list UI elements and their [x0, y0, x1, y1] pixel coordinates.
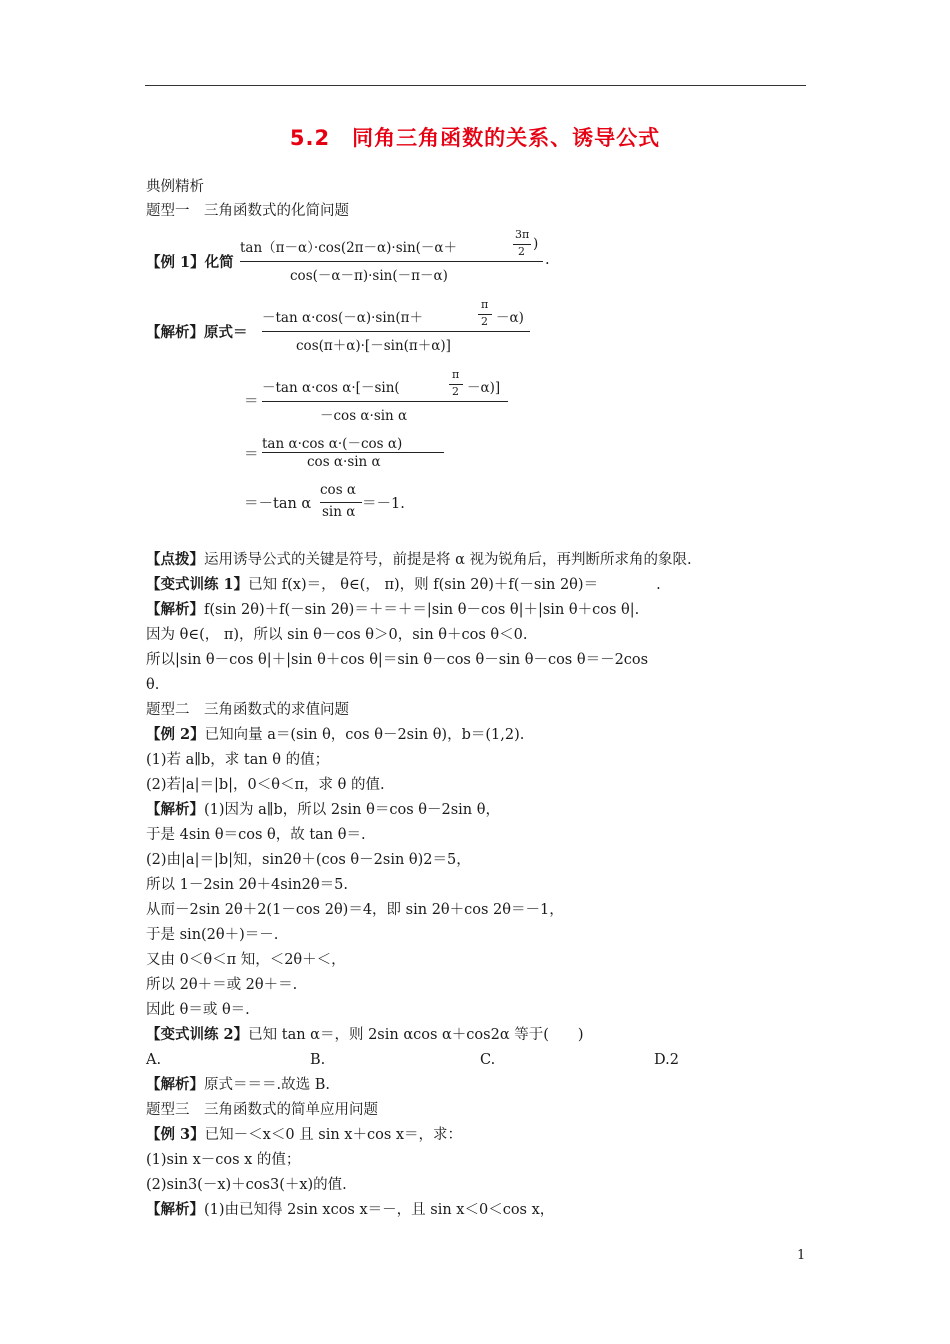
example-1-numerator: tan（π－α）·cos(2π－α)·sin(－α＋: [240, 240, 458, 256]
example-1-label: 【例 1】化简: [146, 254, 234, 271]
text-line: θ.: [146, 677, 160, 693]
solution-1-step-1: －tan α·cos(－α)·sin(π＋ π 2 －α) cos(π＋α)·[－sin(π＋α)]: [262, 298, 532, 358]
equals-sign: ＝: [244, 394, 259, 410]
text-line: 因此 θ＝或 θ＝.: [146, 1002, 250, 1018]
example-3: 【例 3】已知－＜x＜0 且 sin x＋cos x＝，求：: [146, 1126, 463, 1143]
topic-heading-3: 题型三 三角函数式的简单应用问题: [146, 1102, 378, 1118]
text-line: 于是 sin(2θ＋)＝－.: [146, 927, 279, 943]
example-2-solution: 【解析】(1)因为 a∥b，所以 2sin θ＝cos θ－2sin θ，: [146, 801, 500, 818]
three-pi: 3π: [515, 228, 530, 241]
example-3-solution: 【解析】(1)由已知得 2sin xcos x＝－，且 sin x＜0＜cos x，: [146, 1201, 555, 1218]
variant-1: 【变式训练 1】已知 f(x)＝， θ∈(， π)，则 f(sin 2θ)＋f(－sin 2θ)＝ .: [146, 576, 661, 593]
equals-sign: ＝: [244, 447, 259, 463]
text-line: (2)若|a|＝|b|，0＜θ＜π，求 θ 的值.: [146, 777, 385, 793]
option-a: A.: [146, 1052, 162, 1068]
two: 2: [518, 245, 525, 258]
topic-heading-1: 题型一 三角函数式的化简问题: [146, 203, 349, 219]
text-line: 于是 4sin θ＝cos θ，故 tan θ＝.: [146, 827, 366, 843]
example-1-denominator: cos(－α－π)·sin(－π－α): [290, 268, 448, 284]
page-number: 1: [797, 1248, 806, 1263]
tip-line: 【点拨】运用诱导公式的关键是符号，前提是将 α 视为锐角后，再判断所求角的象限.: [146, 551, 692, 568]
text-line: 因为 θ∈(， π)，所以 sin θ－cos θ＞0，sin θ＋cos θ＜0.: [146, 627, 528, 643]
text-line: (1)若 a∥b，求 tan θ 的值；: [146, 752, 330, 768]
example-2: 【例 2】已知向量 a＝(sin θ，cos θ－2sin θ)，b＝(1,2).: [146, 726, 525, 743]
option-b: B.: [310, 1052, 326, 1068]
solution-1-label: 【解析】原式＝: [146, 324, 248, 341]
variant-2: 【变式训练 2】已知 tan α＝，则 2sin αcos α＋cos2α 等于( ): [146, 1026, 584, 1043]
text-line: 从而－2sin 2θ＋2(1－cos 2θ)＝4，即 sin 2θ＋cos 2θ＝－1，: [146, 902, 564, 918]
solution-1-step-4-pre: ＝－tan α: [244, 496, 312, 512]
solution-1-step-4-post: ＝－1.: [362, 496, 405, 512]
text-line: 所以 1－2sin 2θ＋4sin2θ＝5.: [146, 877, 348, 893]
variant-1-solution: 【解析】f(sin 2θ)＋f(－sin 2θ)＝＋＝＋＝|sin θ－cos θ|＋|sin θ＋cos θ|.: [146, 601, 640, 618]
example-1-end: .: [545, 252, 550, 268]
option-c: C.: [480, 1052, 496, 1068]
text-line: 又由 0＜θ＜π 知，＜2θ＋＜，: [146, 952, 346, 968]
example-1-num-tail: ): [533, 236, 539, 252]
text-line: (2)sin3(－x)＋cos3(＋x)的值.: [146, 1177, 347, 1193]
topic-heading-2: 题型二 三角函数式的求值问题: [146, 702, 349, 718]
text-line: 所以|sin θ－cos θ|＋|sin θ＋cos θ|＝sin θ－cos θ－sin θ－cos θ＝－2cos: [146, 652, 649, 668]
option-d: D.2: [654, 1052, 679, 1068]
example-1-fraction: [240, 228, 545, 288]
text-line: (1)sin x－cos x 的值；: [146, 1152, 301, 1168]
solution-1-step-4-fraction: cos α sin α: [320, 482, 365, 526]
heading-main: 典例精析: [146, 179, 204, 195]
page-title: 5.2 同角三角函数的关系、诱导公式: [289, 126, 661, 150]
header-rule: [145, 85, 806, 86]
solution-1-step-2: －tan α·cos α·[－sin( π 2 －α)] －cos α·sin α: [262, 368, 512, 428]
variant-2-solution: 【解析】原式＝＝＝.故选 B.: [146, 1076, 330, 1093]
solution-1-step-3: tan α·cos α·(－cos α) cos α·sin α: [262, 432, 447, 476]
text-line: 所以 2θ＋＝或 2θ＋＝.: [146, 977, 298, 993]
text-line: (2)由|a|＝|b|知，sin2θ＋(cos θ－2sin θ)2＝5，: [146, 852, 471, 868]
